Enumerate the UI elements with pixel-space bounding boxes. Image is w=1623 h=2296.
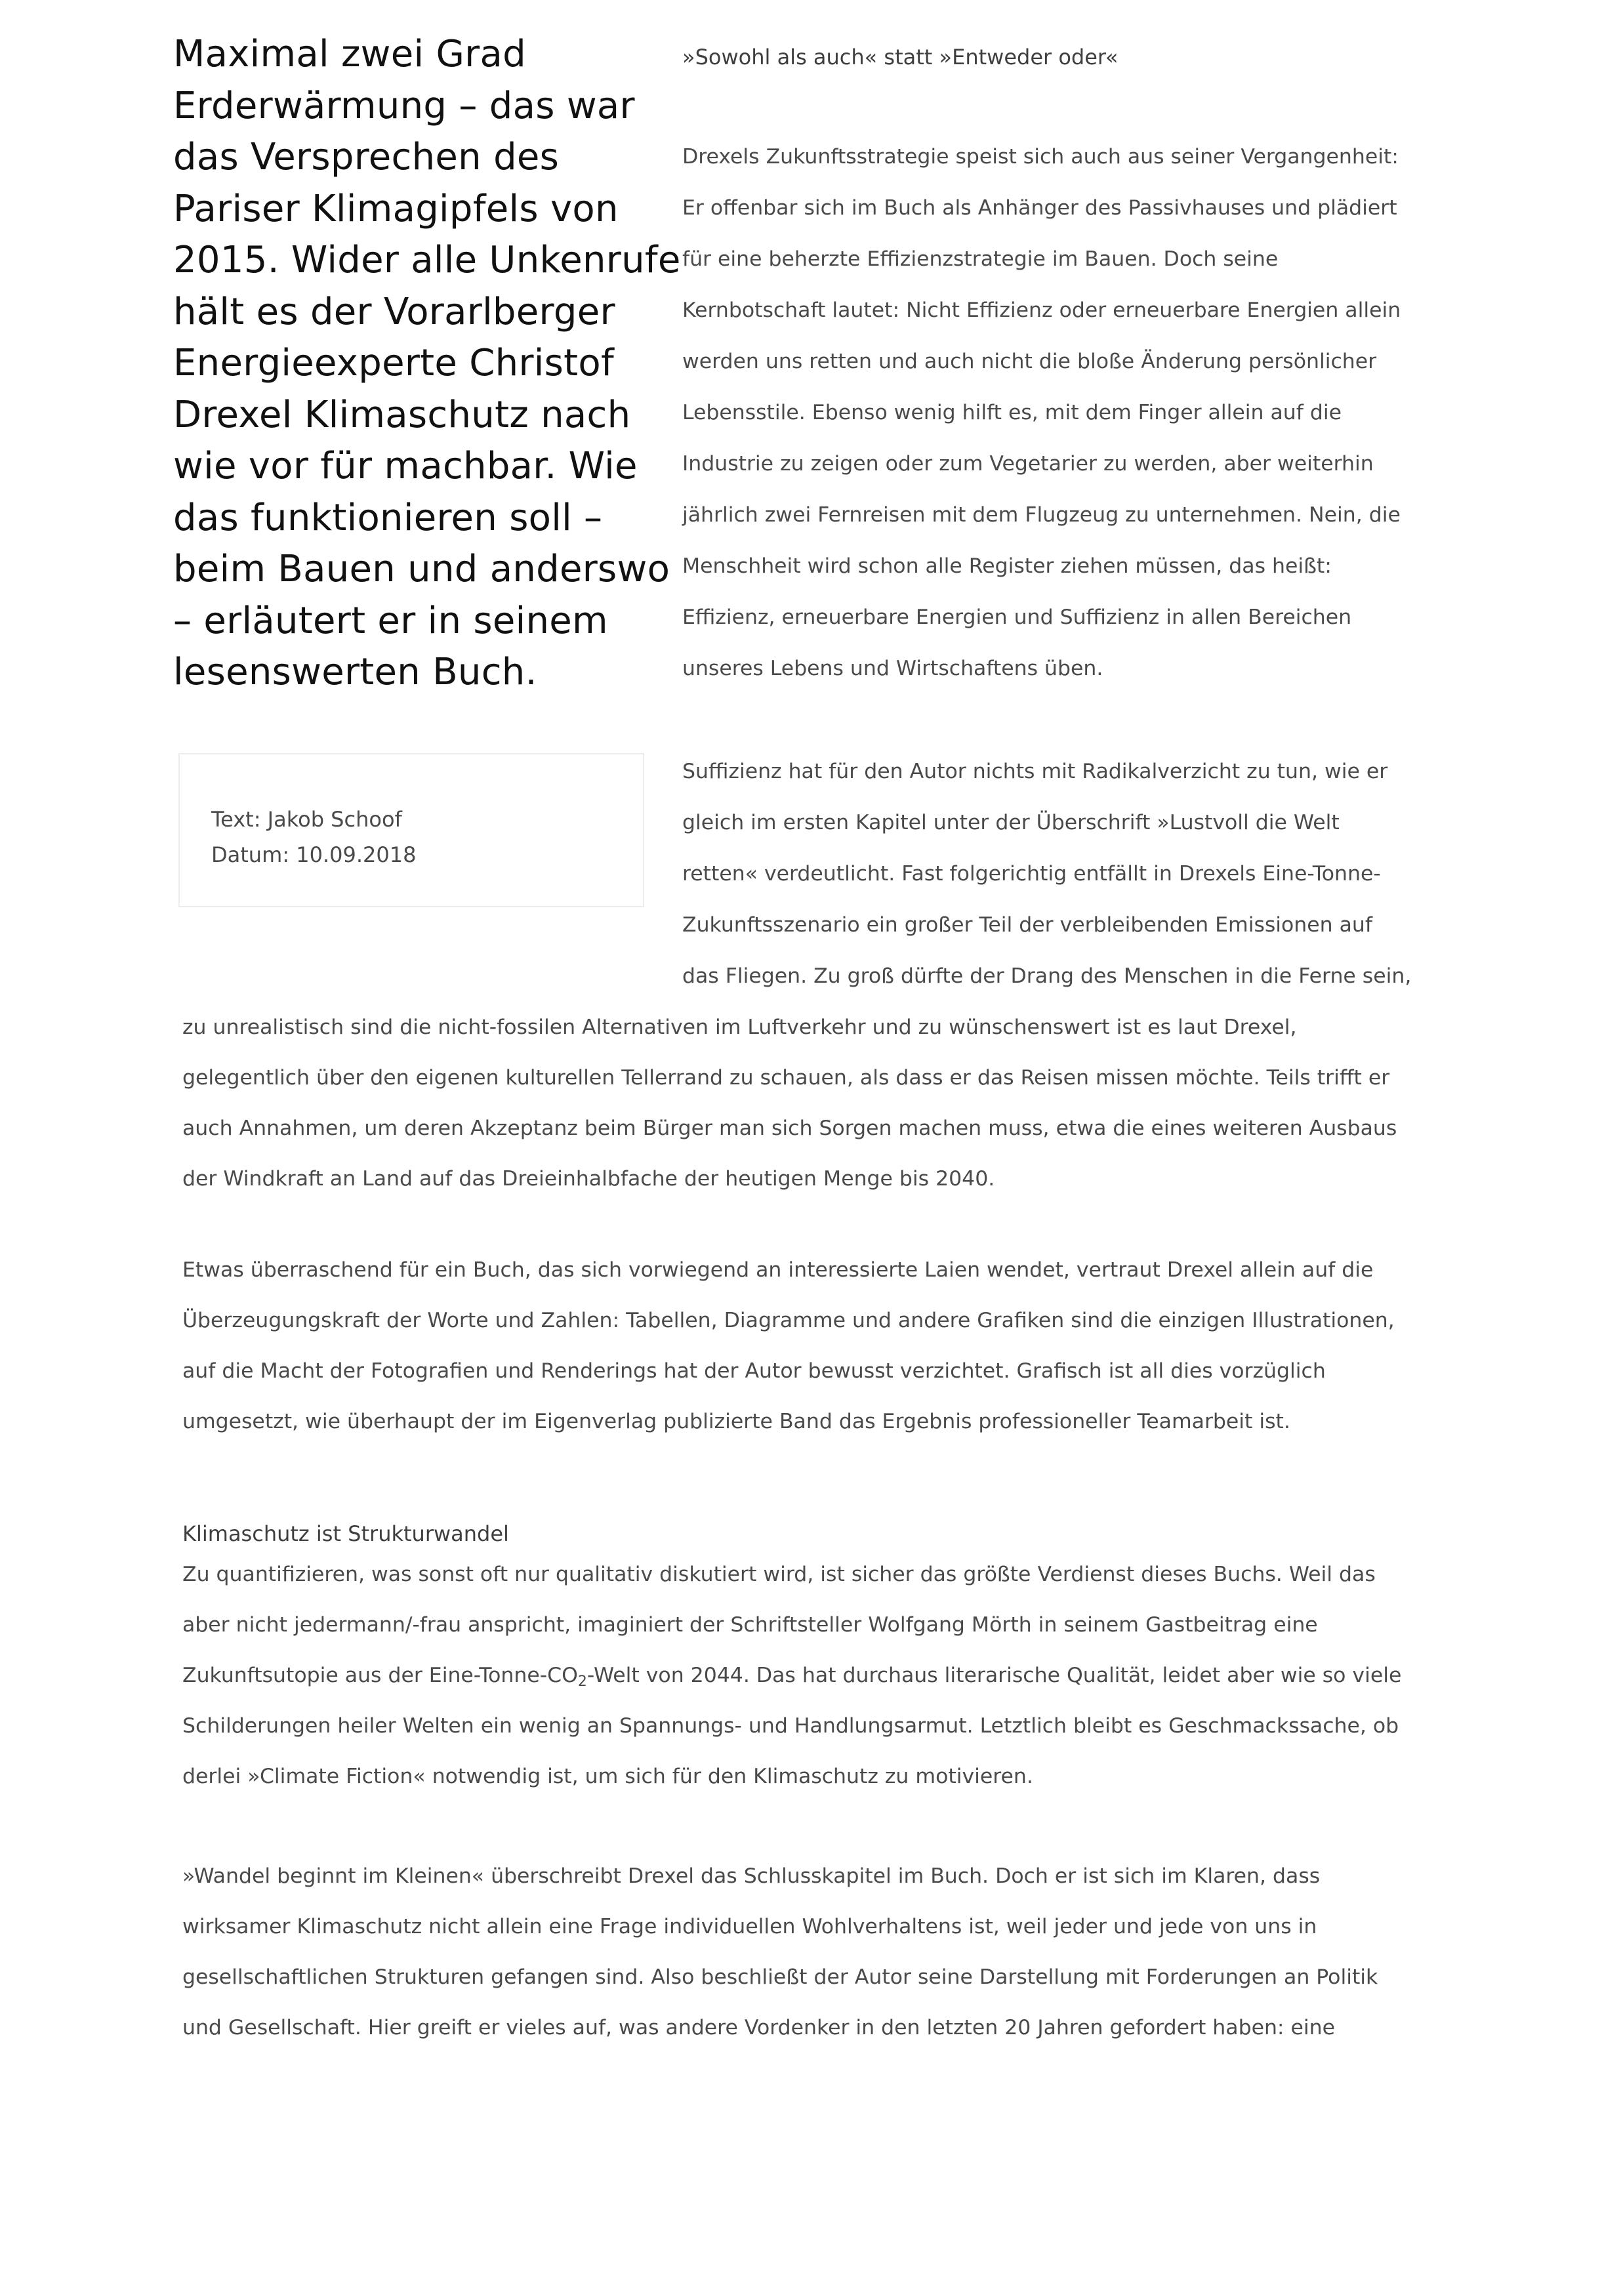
text-line: gesellschaftlichen Strukturen gefangen sind. Also beschließt der Autor seine Darstellung mit Forderungen an Politik [182,1965,1378,1989]
text-line: Lebensstile. Ebenso wenig hilft es, mit dem Finger allein auf die [682,401,1342,424]
text-line: Industrie zu zeigen oder zum Vegetarier zu werden, aber weiterhin [682,452,1374,476]
lead-paragraph [173,29,681,699]
text-line: Er offenbar sich im Buch als Anhänger des Passivhauses und plädiert [682,196,1397,220]
paragraph-klimaschutz [182,1549,1494,1802]
lead-line: lesenswerten Buch. [173,651,537,693]
text-line: für eine beherzte Effizienzstrategie im Bauen. Doch seine [682,247,1279,271]
text-line: derlei »Climate Fiction« notwendig ist, um sich für den Klimaschutz zu motivieren. [182,1765,1033,1788]
text-line: gelegentlich über den eigenen kulturellen Tellerrand zu schauen, als dass er das Reisen missen möchte. Teils trifft er [182,1066,1390,1090]
lead-line: Erderwärmung – das war [173,84,635,127]
paragraph-wandel [182,1851,1494,2053]
text-line: auch Annahmen, um deren Akzeptanz beim Bürger man sich Sorgen machen muss, etwa die eines weiteren Ausbaus [182,1117,1397,1140]
lead-line: Energieexperte Christof [173,342,614,384]
text-line: Überzeugungskraft der Worte und Zahlen: Tabellen, Diagramme und andere Grafiken sind die einzigen Illustrationen, [182,1309,1395,1332]
section-heading-strategy: »Sowohl als auch« statt »Entweder oder« [682,45,1119,70]
text-line: Schilderungen heiler Welten ein wenig an Spannungs- und Handlungsarmut. Letztlich bleibt es Geschmackssache, ob [182,1714,1399,1738]
section-heading-klimaschutz: Klimaschutz ist Strukturwandel [182,1521,509,1546]
text-line: Kernbotschaft lautet: Nicht Effizienz oder erneuerbare Energien allein [682,298,1401,322]
text-line: auf die Macht der Fotografien und Renderings hat der Autor bewusst verzichtet. Grafisch ist all dies vorzüglich [182,1359,1326,1383]
text-line: werden uns retten und auch nicht die bloße Änderung persönlicher [682,350,1377,373]
text-line: gleich im ersten Kapitel unter der Überschrift »Lustvoll die Welt [682,811,1340,834]
text-line: Effizienz, erneuerbare Energien und Suffizienz in allen Bereichen [682,605,1352,629]
paragraph-strategy [682,131,1469,694]
text-line-co2 [182,1650,1494,1701]
co2-text-after: -Welt von 2044. Das hat durchaus literarische Qualität, leidet aber wie so viele [586,1664,1402,1687]
author-label: Text: Jakob Schoof [211,807,402,832]
co2-text-before: Zukunftsutopie aus der Eine-Tonne-CO [182,1664,578,1687]
text-line: »Wandel beginnt im Kleinen« überschreibt Drexel das Schlusskapitel im Buch. Doch er ist sich im Klaren, dass [182,1864,1321,1888]
text-line: Etwas überraschend für ein Buch, das sich vorwiegend an interessierte Laien wendet, vertraut Drexel allein auf die [182,1258,1374,1282]
lead-line: Drexel Klimaschutz nach [173,393,631,436]
text-line: Zu quantifizieren, was sonst oft nur qualitativ diskutiert wird, ist sicher das größte Verdienst dieses Buchs. Weil das [182,1563,1376,1586]
text-line: zu unrealistisch sind die nicht-fossilen Alternativen im Luftverkehr und zu wünschenswert ist es laut Drexel, [182,1015,1297,1039]
text-line: aber nicht jedermann/-frau anspricht, imaginiert der Schriftsteller Wolfgang Mörth in seinem Gastbeitrag eine [182,1613,1318,1637]
text-line: Menschheit wird schon alle Register ziehen müssen, das heißt: [682,554,1332,578]
text-line: Suffizienz hat für den Autor nichts mit Radikalverzicht zu tun, wie er [682,760,1388,783]
paragraph-suffizienz-continued [182,1002,1494,1204]
paragraph-buch [182,1245,1494,1447]
lead-line: 2015. Wider alle Unkenrufe [173,239,681,281]
text-line: wirksamer Klimaschutz nicht allein eine Frage individuellen Wohlverhaltens ist, weil jeder und jede von uns in [182,1915,1317,1938]
text-line: Zukunftsszenario ein großer Teil der verbleibenden Emissionen auf [682,913,1372,937]
lead-line: hält es der Vorarlberger [173,290,615,333]
lead-line: Pariser Klimagipfels von [173,187,619,230]
lead-line: – erläutert er in seinem [173,599,608,642]
text-line: das Fliegen. Zu groß dürfte der Drang des Menschen in die Ferne sein, [682,964,1412,988]
text-line: Drexels Zukunftsstrategie speist sich auch aus seiner Vergangenheit: [682,145,1399,169]
paragraph-suffizienz-start [682,746,1469,1002]
text-line: unseres Lebens und Wirtschaftens üben. [682,657,1103,680]
lead-line: das funktionieren soll – [173,496,603,539]
lead-line: beim Bauen und anderswo [173,548,670,590]
text-line: der Windkraft an Land auf das Dreieinhalbfache der heutigen Menge bis 2040. [182,1167,995,1191]
date-label: Datum: 10.09.2018 [211,842,417,867]
text-line: umgesetzt, wie überhaupt der im Eigenverlag publizierte Band das Ergebnis professioneller Teamarbeit ist. [182,1410,1290,1433]
lead-line: wie vor für machbar. Wie [173,445,638,487]
article-meta-box [178,753,644,907]
lead-line: das Versprechen des [173,136,560,178]
co2-subscript: 2 [577,1673,587,1690]
text-line: retten« verdeutlicht. Fast folgerichtig entfällt in Drexels Eine-Tonne- [682,862,1381,886]
lead-line: Maximal zwei Grad [173,33,526,75]
text-line: und Gesellschaft. Hier greift er vieles auf, was andere Vordenker in den letzten 20 Jahren gefordert haben: eine [182,2016,1336,2040]
text-line: jährlich zwei Fernreisen mit dem Flugzeug zu unternehmen. Nein, die [682,503,1401,527]
